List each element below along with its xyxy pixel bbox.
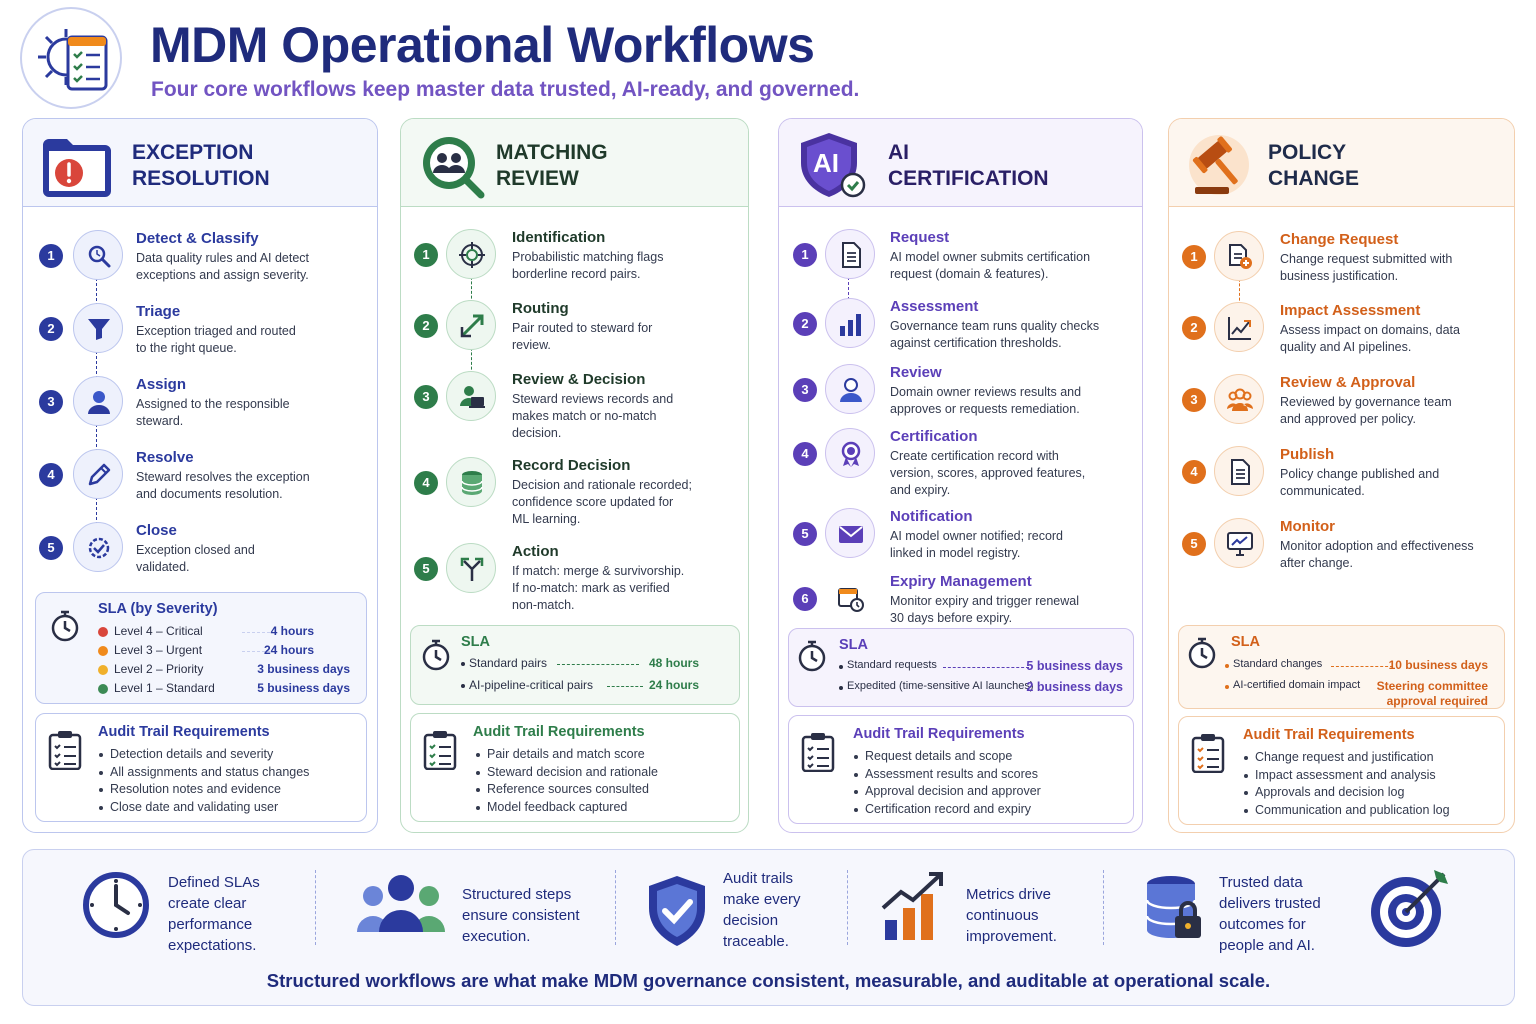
steward-laptop-icon	[446, 371, 496, 421]
sla-value: 3 business days	[257, 662, 350, 676]
sla-label: AI-certified domain impact	[1233, 679, 1361, 691]
severity-dot	[98, 665, 108, 675]
calendar-clock-icon	[825, 573, 875, 623]
sla-label: Level 2 – Priority	[114, 662, 204, 676]
envelope-icon	[825, 508, 875, 558]
gavel-icon	[1185, 131, 1261, 199]
footer-text: Audit trails make every decision traceable.	[723, 870, 801, 950]
database-icon	[446, 457, 496, 507]
audit-item: Certification record and expiry	[853, 801, 1041, 819]
secure-database-icon	[1145, 874, 1209, 946]
step-description: Steward resolves the exception and documents resolution.	[136, 470, 310, 501]
step-description: Monitor adoption and effectiveness after change.	[1280, 539, 1474, 570]
step-title: Triage	[136, 303, 181, 320]
sla-value: 5 business days	[257, 681, 350, 695]
sla-row	[98, 624, 350, 640]
sla-title: SLA (by Severity)	[98, 601, 218, 617]
step-description: Assess impact on domains, data quality and AI pipelines.	[1280, 323, 1460, 354]
footer-text: Structured steps ensure consistent execution.	[462, 886, 580, 945]
magnifier-icon	[73, 230, 123, 280]
bar-chart-icon	[825, 298, 875, 348]
audit-title: Audit Trail Requirements	[853, 726, 1025, 742]
audit-item: Impact assessment and analysis	[1243, 767, 1450, 785]
pencil-icon	[73, 449, 123, 499]
audit-item: Pair details and match score	[475, 746, 658, 764]
stopwatch-icon	[419, 638, 453, 672]
page-subtitle: Four core workflows keep master data trusted, AI-ready, and governed.	[151, 78, 860, 101]
monitor-chart-icon	[1214, 518, 1264, 568]
step-title: Publish	[1280, 446, 1335, 463]
step-title: Review & Decision	[512, 371, 646, 388]
sla-row	[461, 656, 699, 672]
sla-label: Level 4 – Critical	[114, 624, 203, 638]
exception-resolution-column	[22, 118, 378, 833]
exception-audit-box	[35, 713, 367, 822]
audit-item: All assignments and status changes	[98, 764, 309, 782]
match-magnifier-icon	[417, 131, 493, 199]
step-description: Pair routed to steward for review.	[512, 321, 653, 352]
step-title: Review & Approval	[1280, 374, 1416, 391]
matching-review-title: MATCHING REVIEW	[496, 141, 608, 190]
check-gear-icon	[73, 522, 123, 572]
audit-list	[475, 746, 658, 816]
severity-dot	[98, 684, 108, 694]
step-description: Decision and rationale recorded; confidence score updated for ML learning.	[512, 478, 692, 526]
footer-item-slas	[81, 860, 321, 970]
clipboard-checklist-icon	[423, 730, 457, 770]
matching-review-column	[400, 118, 749, 833]
document-icon	[1214, 446, 1264, 496]
policy-sla-box	[1178, 625, 1505, 709]
policy-change-column	[1168, 118, 1515, 833]
step-title: Expiry Management	[890, 573, 1032, 590]
step-description: Policy change published and communicated.	[1280, 467, 1440, 498]
step-title: Close	[136, 522, 177, 539]
ai-certification-title: AI CERTIFICATION	[888, 141, 1049, 190]
step-number: 5	[414, 557, 438, 581]
step-number: 1	[793, 243, 817, 267]
step-number: 3	[793, 378, 817, 402]
audit-item: Communication and publication log	[1243, 802, 1450, 820]
step-number: 2	[39, 317, 63, 341]
footer-text: Defined SLAs create clear performance expectations.	[168, 874, 260, 954]
audit-item: Assessment results and scores	[853, 766, 1041, 784]
sla-row	[98, 681, 350, 697]
step-title: Identification	[512, 229, 606, 246]
exception-resolution-title: EXCEPTION RESOLUTION	[132, 141, 270, 190]
audit-item: Steward decision and rationale	[475, 764, 658, 782]
step-description: AI model owner notified; record linked in model registry.	[890, 529, 1064, 560]
header-logo	[20, 7, 122, 109]
sla-row	[98, 662, 350, 678]
step-title: Resolve	[136, 449, 194, 466]
step-title: Request	[890, 229, 950, 246]
sla-title: SLA	[839, 637, 868, 653]
sla-value: 4 hours	[270, 624, 314, 638]
line-chart-icon	[1214, 302, 1264, 352]
step-number: 4	[1182, 460, 1206, 484]
step-description: Reviewed by governance team and approved per policy.	[1280, 395, 1452, 426]
severity-dot	[98, 627, 108, 637]
stopwatch-icon	[48, 609, 82, 643]
exception-resolution-header	[23, 119, 377, 207]
footer-panel	[22, 849, 1515, 1006]
sla-label: Expedited (time-sensitive AI launches)	[847, 680, 1034, 692]
bullet-dot	[461, 684, 465, 688]
step-title: Routing	[512, 300, 569, 317]
ai-sla-box	[788, 628, 1134, 707]
step-description: Governance team runs quality checks against certification thresholds.	[890, 319, 1100, 350]
step-number: 1	[414, 243, 438, 267]
shield-check-icon	[645, 874, 709, 948]
split-arrow-icon	[446, 543, 496, 593]
step-number: 2	[414, 314, 438, 338]
audit-item: Request details and scope	[853, 748, 1041, 766]
footer-text: Metrics drive continuous improvement.	[966, 886, 1057, 945]
bullet-dot	[839, 686, 843, 690]
sla-label: Standard changes	[1233, 658, 1323, 670]
user-icon	[825, 364, 875, 414]
sla-value: 48 hours	[648, 656, 699, 670]
team-icon	[355, 870, 447, 940]
sla-row	[839, 659, 1123, 675]
bullet-dot	[1225, 664, 1229, 668]
footer-separator	[847, 870, 848, 945]
footer-tagline: Structured workflows are what make MDM governance consistent, measurable, and auditable at operational scale.	[266, 970, 1271, 991]
audit-item: Approval decision and approver	[853, 783, 1041, 801]
award-icon	[825, 428, 875, 478]
step-description: Exception closed and validated.	[136, 543, 255, 574]
step-title: Notification	[890, 508, 973, 525]
severity-dot	[98, 646, 108, 656]
step-description: Steward reviews records and makes match or no-match decision.	[512, 392, 674, 440]
step-description: Create certification record with version, scores, approved features, and expiry.	[890, 449, 1086, 497]
step-title: Action	[512, 543, 559, 560]
audit-item: Resolution notes and evidence	[98, 781, 309, 799]
step-title: Certification	[890, 428, 978, 445]
stopwatch-icon	[1185, 636, 1219, 670]
ai-badge-text: AI	[813, 148, 839, 178]
sla-label: Level 1 – Standard	[114, 681, 215, 695]
policy-change-title: POLICY CHANGE	[1268, 141, 1360, 190]
audit-list	[1243, 749, 1450, 819]
sla-value: 2 business days	[1026, 680, 1123, 694]
step-description: Probabilistic matching flags borderline record pairs.	[512, 250, 664, 281]
step-number: 4	[793, 442, 817, 466]
step-number: 3	[1182, 388, 1206, 412]
sla-label: AI-pipeline-critical pairs	[469, 678, 594, 692]
clipboard-checklist-icon	[48, 730, 82, 770]
clipboard-checklist-icon	[1191, 733, 1225, 773]
sla-label: Standard requests	[847, 659, 937, 671]
step-description: Assigned to the responsible steward.	[136, 397, 290, 428]
ai-certification-header	[779, 119, 1142, 207]
page-title: MDM Operational Workflows	[150, 17, 815, 73]
bullet-dot	[461, 662, 465, 666]
target-arrow-icon	[1368, 864, 1454, 950]
step-number: 3	[39, 390, 63, 414]
step-number: 1	[1182, 245, 1206, 269]
step-title: Monitor	[1280, 518, 1335, 535]
step-number: 4	[39, 463, 63, 487]
growth-chart-icon	[881, 870, 947, 942]
sla-title: SLA	[461, 634, 490, 650]
sla-value: 24 hours	[263, 643, 314, 657]
matching-sla-box	[410, 625, 740, 705]
step-description: If match: merge & survivorship. If no-match: mark as verified non-match.	[512, 564, 685, 612]
sla-value: 24 hours	[648, 678, 699, 692]
step-description: AI model owner submits certification request (domain & features).	[890, 250, 1091, 281]
matching-review-header	[401, 119, 748, 207]
sla-value: Steering committee approval required	[1376, 679, 1488, 708]
footer-item-metrics	[881, 860, 1121, 970]
exception-sla-box	[35, 592, 367, 704]
matching-audit-box	[410, 713, 740, 822]
step-description: Change request submitted with business justification.	[1280, 252, 1453, 283]
audit-item: Detection details and severity	[98, 746, 309, 764]
step-title: Detect & Classify	[136, 230, 259, 247]
step-description: Monitor expiry and trigger renewal 30 days before expiry.	[890, 594, 1079, 625]
audit-item: Approvals and decision log	[1243, 784, 1450, 802]
audit-item: Close date and validating user	[98, 799, 309, 817]
step-title: Impact Assessment	[1280, 302, 1421, 319]
step-description: Data quality rules and AI detect exceptions and assign severity.	[136, 251, 310, 282]
audit-list	[853, 748, 1041, 818]
step-number: 1	[39, 244, 63, 268]
footer-item-trusted	[1145, 860, 1385, 970]
gear-checklist-icon	[32, 19, 114, 101]
document-plus-icon	[1214, 231, 1264, 281]
step-number: 2	[1182, 316, 1206, 340]
footer-separator	[1103, 870, 1104, 945]
step-title: Record Decision	[512, 457, 631, 474]
sla-row	[839, 680, 1123, 696]
policy-audit-box	[1178, 716, 1505, 825]
step-number: 5	[1182, 532, 1206, 556]
audit-title: Audit Trail Requirements	[98, 724, 270, 740]
funnel-icon	[73, 303, 123, 353]
sla-title: SLA	[1231, 634, 1260, 650]
step-description: Exception triaged and routed to the right queue.	[136, 324, 296, 355]
sla-label: Level 3 – Urgent	[114, 643, 203, 657]
sla-value: 5 business days	[1026, 659, 1123, 673]
footer-item-audit	[645, 860, 845, 970]
step-number: 2	[793, 312, 817, 336]
folder-alert-icon	[39, 131, 115, 199]
route-arrow-icon	[446, 300, 496, 350]
clipboard-checklist-icon	[801, 732, 835, 772]
ai-shield-badge-icon	[795, 131, 871, 199]
stopwatch-icon	[795, 639, 829, 673]
sla-row	[1225, 679, 1488, 711]
audit-title: Audit Trail Requirements	[1243, 727, 1415, 743]
document-icon	[825, 229, 875, 279]
step-number: 3	[414, 385, 438, 409]
audit-item: Reference sources consulted	[475, 781, 658, 799]
policy-change-header	[1169, 119, 1514, 207]
step-title: Change Request	[1280, 231, 1399, 248]
step-title: Assign	[136, 376, 187, 393]
bullet-dot	[1225, 685, 1229, 689]
audit-item: Change request and justification	[1243, 749, 1450, 767]
sla-row	[461, 678, 699, 694]
team-icon	[1214, 374, 1264, 424]
step-description: Domain owner reviews results and approves or requests remediation.	[890, 385, 1082, 416]
ai-certification-column	[778, 118, 1143, 833]
sla-row	[98, 643, 350, 659]
footer-separator	[315, 870, 316, 945]
step-number: 6	[793, 587, 817, 611]
footer-separator	[615, 870, 616, 945]
sla-row	[1225, 658, 1488, 674]
step-title: Review	[890, 364, 942, 381]
audit-item: Model feedback captured	[475, 799, 658, 817]
footer-text: Trusted data delivers trusted outcomes for people and AI.	[1219, 874, 1321, 954]
step-title: Assessment	[890, 298, 979, 315]
audit-list	[98, 746, 309, 816]
audit-title: Audit Trail Requirements	[473, 724, 645, 740]
footer-item-steps	[355, 860, 605, 970]
step-number: 5	[39, 536, 63, 560]
ai-audit-box	[788, 715, 1134, 824]
bullet-dot	[839, 665, 843, 669]
target-icon	[446, 229, 496, 279]
clock-icon	[81, 870, 151, 940]
step-number: 4	[414, 471, 438, 495]
sla-label: Standard pairs	[469, 656, 548, 670]
sla-value: 10 business days	[1388, 658, 1488, 672]
user-icon	[73, 376, 123, 426]
step-number: 5	[793, 522, 817, 546]
